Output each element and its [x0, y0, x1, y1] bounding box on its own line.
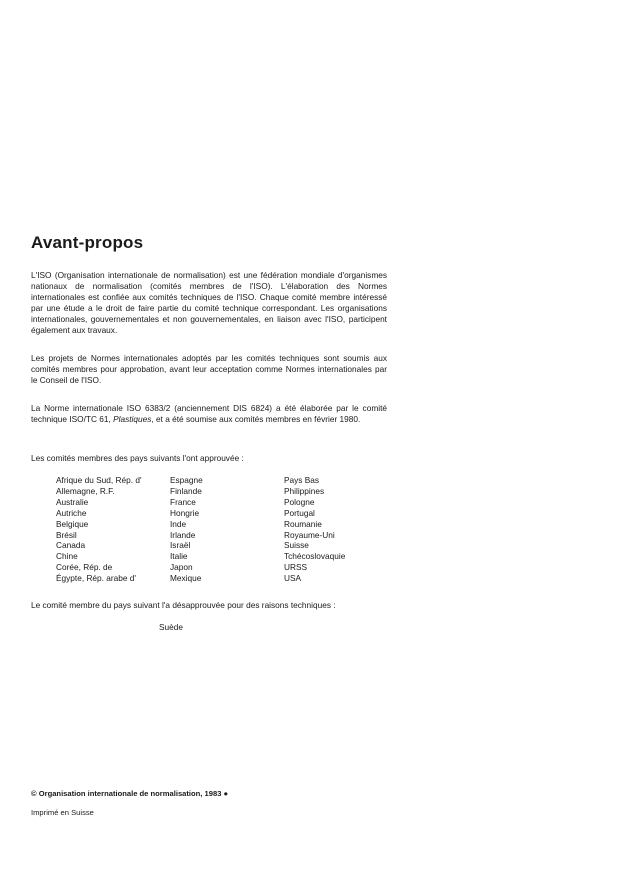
- country-item: Royaume-Uni: [284, 529, 335, 540]
- paragraph-standard-origin: [31, 403, 387, 425]
- country-item: Belgique: [56, 518, 89, 529]
- country-item: Inde: [170, 518, 187, 529]
- approving-countries-list: [56, 475, 356, 587]
- country-item: Allemagne, R.F.: [56, 485, 115, 496]
- country-item: Hongrie: [170, 507, 200, 518]
- country-item: Irlande: [170, 529, 196, 540]
- country-item: Suisse: [284, 540, 309, 551]
- country-item: Italie: [170, 551, 188, 562]
- country-item: Philippines: [284, 485, 325, 496]
- committee-name: Plastiques: [113, 414, 152, 424]
- printed-in-notice: Imprimé en Suisse: [31, 808, 94, 817]
- standard-origin-text: La Norme internationale ISO 6383/2 (anciennement DIS 6824) a été élaborée par le comité technique ISO/TC 61,: [31, 403, 387, 424]
- country-item: Israël: [170, 540, 191, 551]
- country-item: URSS: [284, 562, 308, 573]
- country-item: USA: [284, 573, 302, 584]
- country-item: Corée, Rép. de: [56, 562, 113, 573]
- country-item: Finlande: [170, 485, 202, 496]
- paragraph-approval-process: Les projets de Normes internationales adoptés par les comités techniques sont soumis aux comités membres pour approbation, avant leur acceptation comme Normes internationales par le Conseil de l'ISO.: [31, 353, 387, 385]
- country-item: Pologne: [284, 496, 315, 507]
- country-column-3: [284, 475, 345, 584]
- country-item: Pays Bas: [284, 475, 320, 485]
- country-item: Canada: [56, 540, 86, 551]
- page-title: Avant-propos: [31, 233, 144, 252]
- country-item: Chine: [56, 551, 78, 562]
- country-item: Autriche: [56, 507, 87, 518]
- country-item: Japon: [170, 562, 193, 573]
- paragraph-approving-intro: Les comités membres des pays suivants l'ont approuvée :: [31, 453, 244, 463]
- country-item: Mexique: [170, 573, 202, 584]
- standard-origin-text-end: , et a été soumise aux comités membres en février 1980.: [151, 414, 361, 424]
- country-item: Espagne: [170, 475, 203, 485]
- copyright-notice: © Organisation internationale de normalisation, 1983 ●: [31, 789, 229, 798]
- country-item: Roumanie: [284, 518, 322, 529]
- country-column-1: [56, 475, 142, 584]
- paragraph-iso-intro: L'ISO (Organisation internationale de normalisation) est une fédération mondiale d'organismes nationaux de normalisation (comités membres de l'ISO). L'élaboration des Normes internationales est confiée aux comités techniques de l'ISO. Chaque comité membre intéressé par une étude a le droit de faire partie du comité technique correspondant. Les organisations internationales, gouvernementales et non gouvernementales, en liaison avec l'ISO, participent également aux travaux.: [31, 270, 387, 335]
- disapproving-country: Suède: [159, 622, 183, 632]
- paragraph-disapproving-intro: Le comité membre du pays suivant l'a désapprouvée pour des raisons techniques :: [31, 600, 336, 610]
- country-item: Brésil: [56, 529, 77, 540]
- country-item: Australie: [56, 496, 89, 507]
- country-item: France: [170, 496, 196, 507]
- country-item: Égypte, Rép. arabe d': [56, 573, 136, 584]
- country-column-2: [170, 475, 203, 584]
- country-item: Afrique du Sud, Rép. d': [56, 475, 142, 485]
- country-item: Portugal: [284, 507, 315, 518]
- country-item: Tchécoslovaquie: [284, 551, 346, 562]
